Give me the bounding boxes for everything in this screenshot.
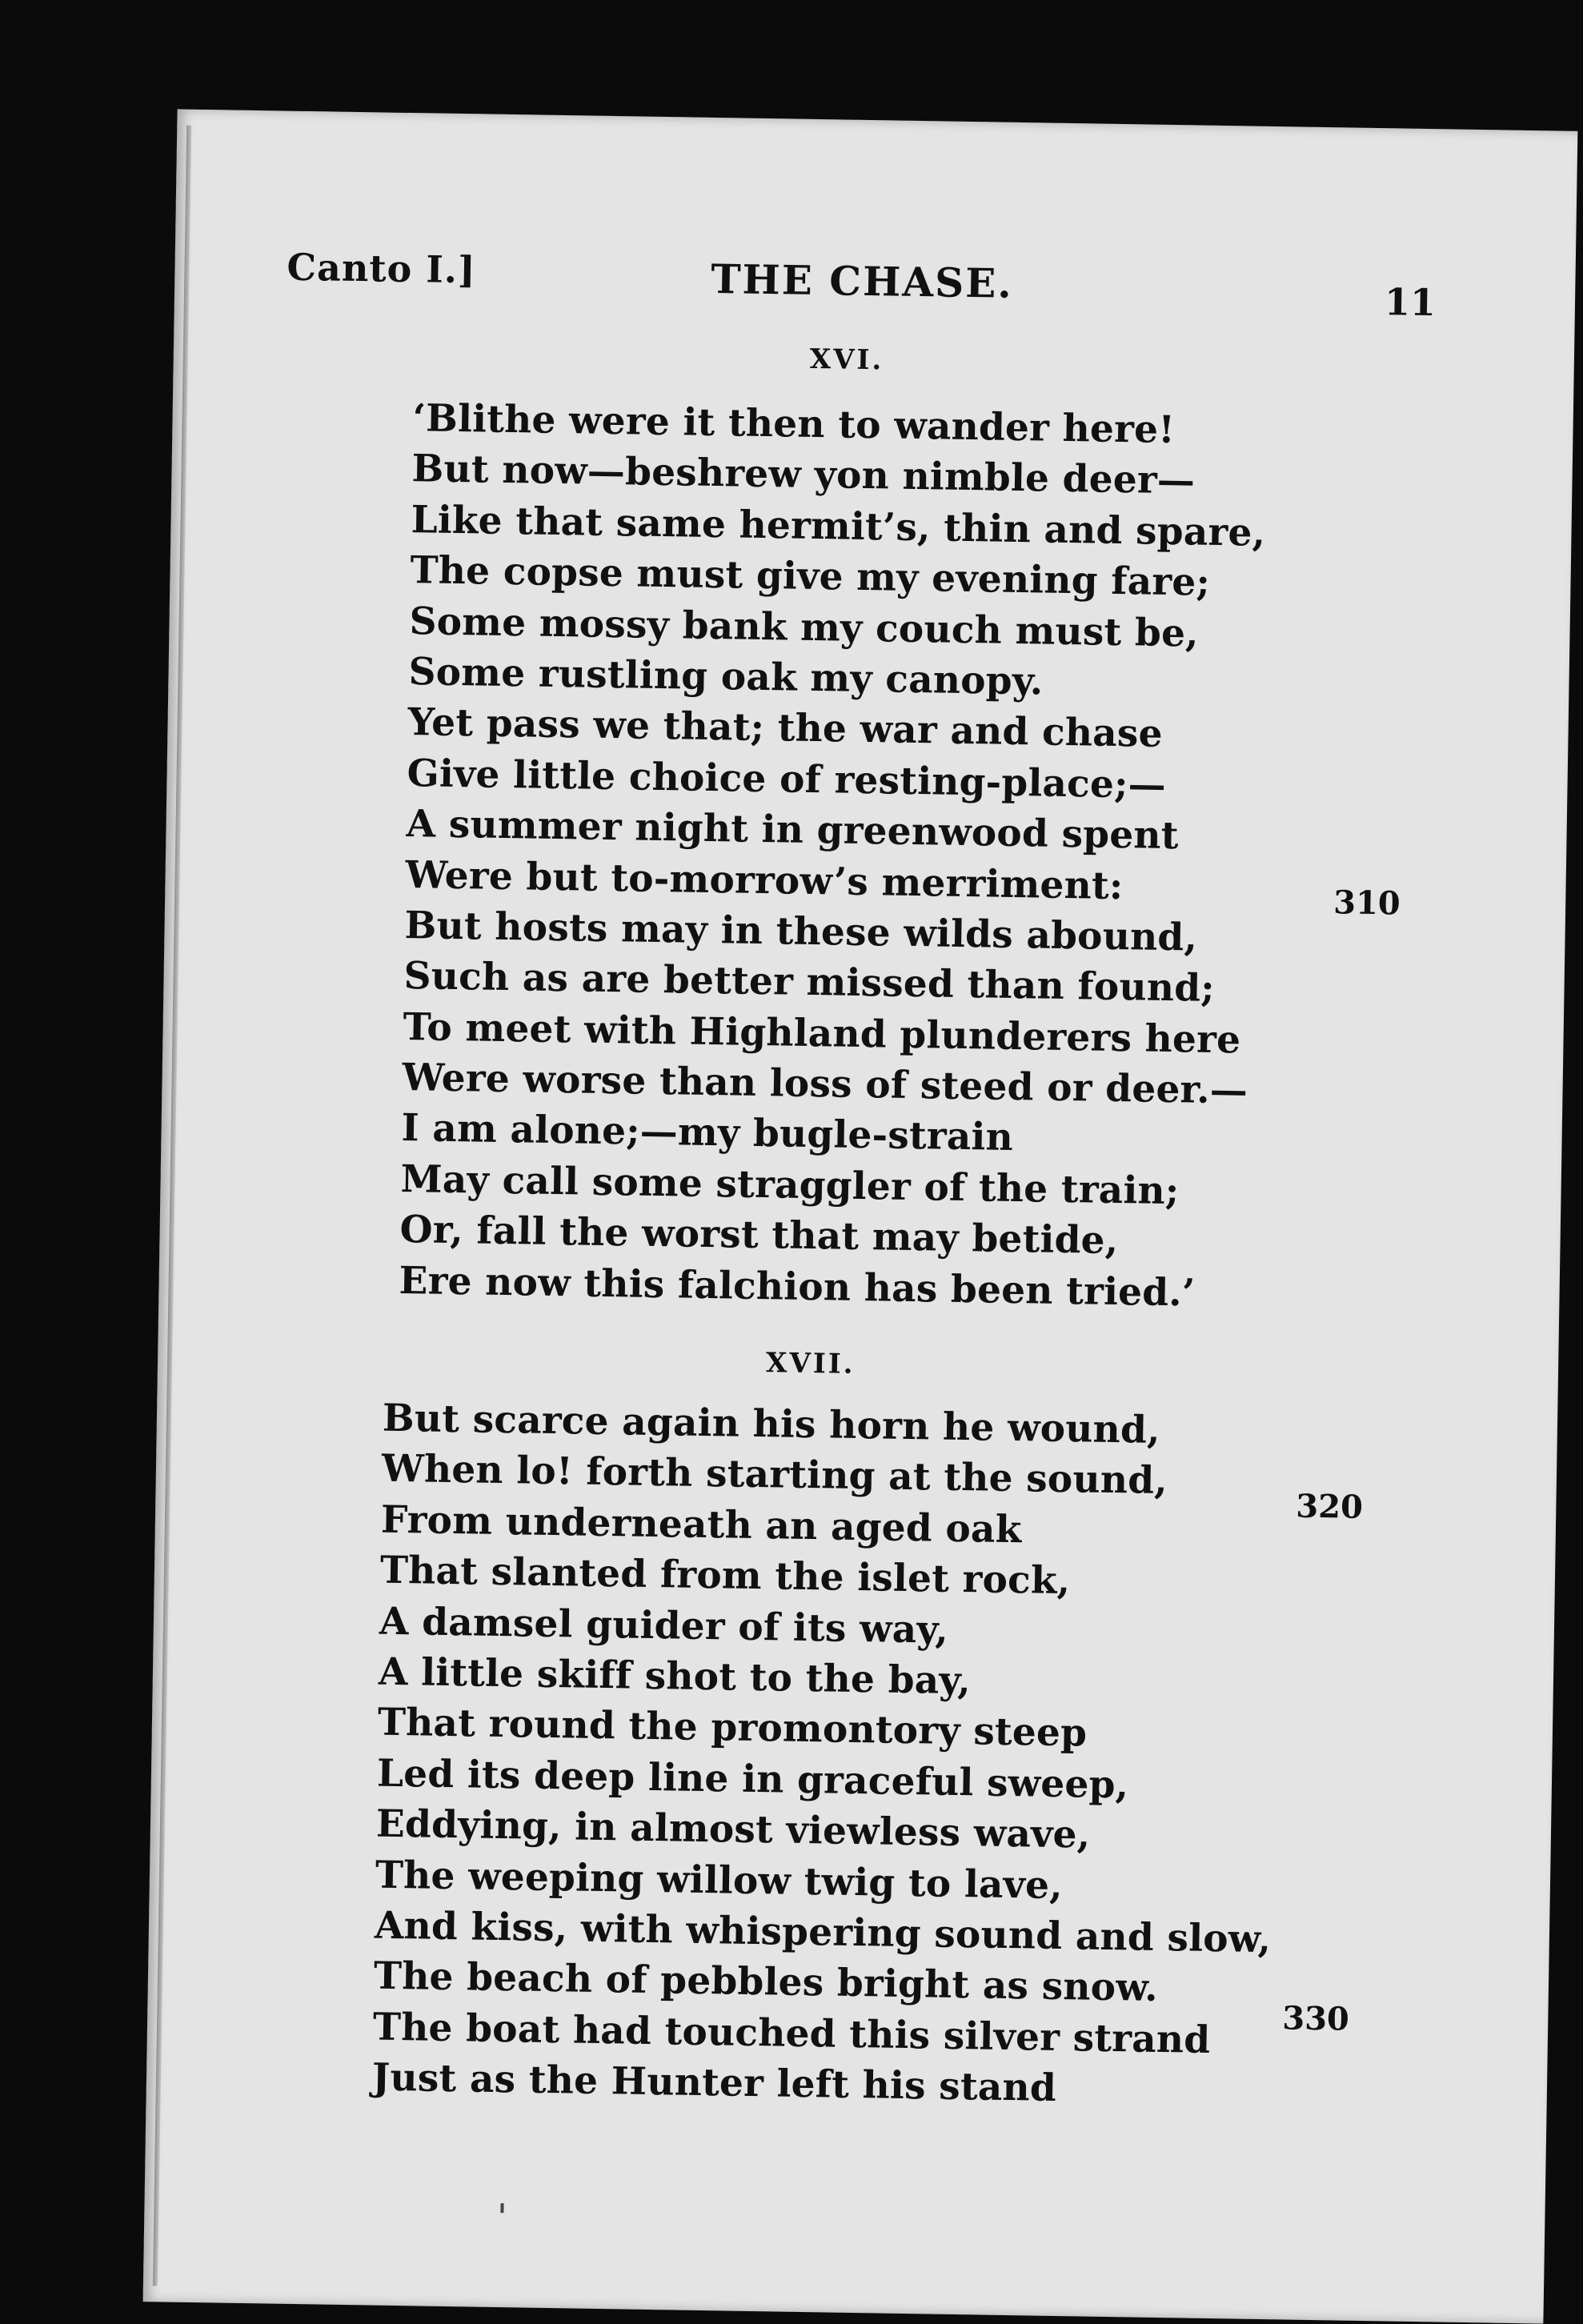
verse-line: I am alone;—my bugle-strain [401,1106,1014,1160]
verse-line: And kiss, with whispering sound and slow, [374,1903,1272,1962]
canto-label: Canto I.] [287,245,477,292]
verse-line: Were worse than loss of steed or deer.— [402,1056,1248,1113]
verse-line: The weeping willow twig to lave, [375,1853,1064,1908]
verse-line: Like that same hermit’s, thin and spare, [411,497,1266,555]
print-speck [500,2203,503,2213]
verse-line: Give little choice of resting-place;— [407,751,1167,807]
verse-line: Such as are better missed than found; [403,954,1216,1012]
verse-line: Eddying, in almost viewless wave, [375,1801,1091,1857]
page-gutter-shadow [153,126,191,2286]
verse-line: That round the promontory steep [377,1700,1088,1756]
verse-line: Were but to-morrow’s merriment: [405,852,1124,908]
verse-line: A little skiff shot to the bay, [378,1649,972,1704]
page-title: THE CHASE. [710,254,1014,307]
stanza-heading-xvi: XVI. [809,343,884,377]
verse-line: The copse must give my evening fare; [410,548,1211,605]
line-number-320: 320 [1296,1487,1364,1526]
verse-line: Just as the Hunter left his stand [371,2055,1057,2111]
verse-line: May call some straggler of the train; [400,1156,1180,1214]
page-number: 11 [1384,280,1437,325]
verse-line: The beach of pebbles bright as snow. [373,1953,1159,2011]
verse-line: To meet with Highland plunderers here [403,1004,1241,1063]
running-header [174,243,1576,329]
verse-line: ‘Blithe were it then to wander here! [412,396,1176,453]
verse-line: That slanted from the islet rock, [379,1548,1071,1604]
verse-line: Yet pass we that; the war and chase [407,700,1164,757]
verse-line: Some rustling oak my canopy. [408,650,1044,704]
verse-line: Led its deep line in graceful sweep, [376,1751,1129,1808]
verse-line: The boat had touched this silver strand [372,2005,1211,2062]
verse-line: From underneath an aged oak [380,1497,1022,1552]
verse-line: Some mossy bank my couch must be, [409,599,1200,656]
stanza-heading-xvii: XVII. [765,1347,856,1380]
line-number-330: 330 [1281,1999,1350,2038]
verse-line: Ere now this falchion has been tried.’ [399,1258,1196,1316]
stanza-xvii [372,1393,1280,2118]
verse-line: But scarce again his horn he wound, [382,1396,1161,1452]
stanza-xvi [399,393,1267,1320]
line-number-310: 310 [1333,884,1401,923]
verse-line: A summer night in greenwood spent [406,802,1180,859]
book-page [143,109,1578,2323]
verse-line: Or, fall the worst that may betide, [399,1208,1119,1264]
verse-line: A damsel guider of its way, [379,1599,949,1653]
verse-line: But now—beshrew yon nimble deer— [411,447,1196,503]
verse-line: But hosts may in these wilds abound, [404,903,1198,960]
verse-line: When lo! forth starting at the sound, [381,1447,1168,1504]
